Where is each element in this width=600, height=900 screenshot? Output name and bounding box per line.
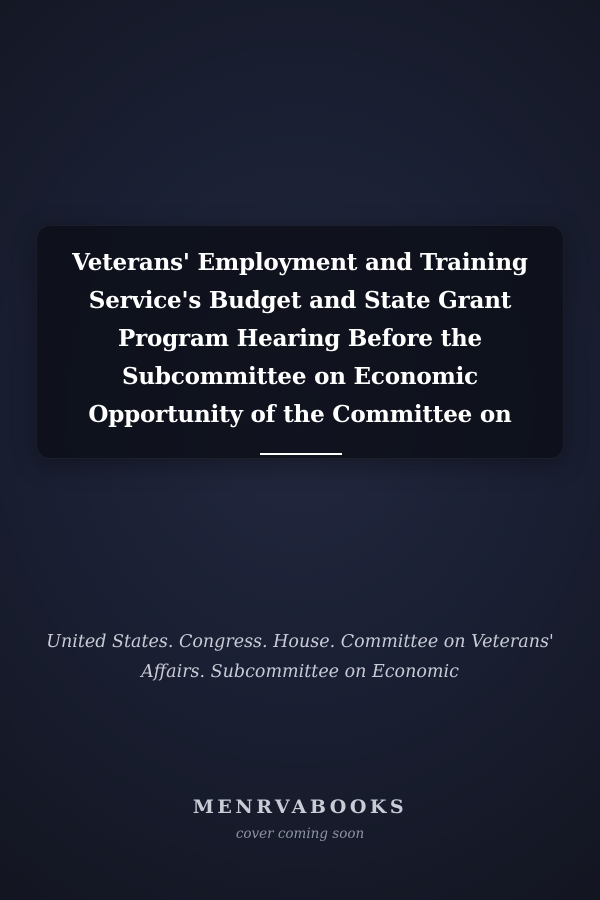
book-author: United States. Congress. House. Committee on Veterans' Affairs. Subcommittee on Economic: [46, 632, 554, 682]
cover-note: cover coming soon: [235, 826, 365, 842]
title-divider: [260, 453, 342, 455]
title-panel: [36, 225, 564, 459]
book-title: Veterans' Employment and Training Service's Budget and State Grant Program Hearing Before the Subcommittee on Economic Opportunity of the Committee on: [72, 249, 528, 428]
publisher-name: MENRVABOOKS: [192, 796, 408, 818]
